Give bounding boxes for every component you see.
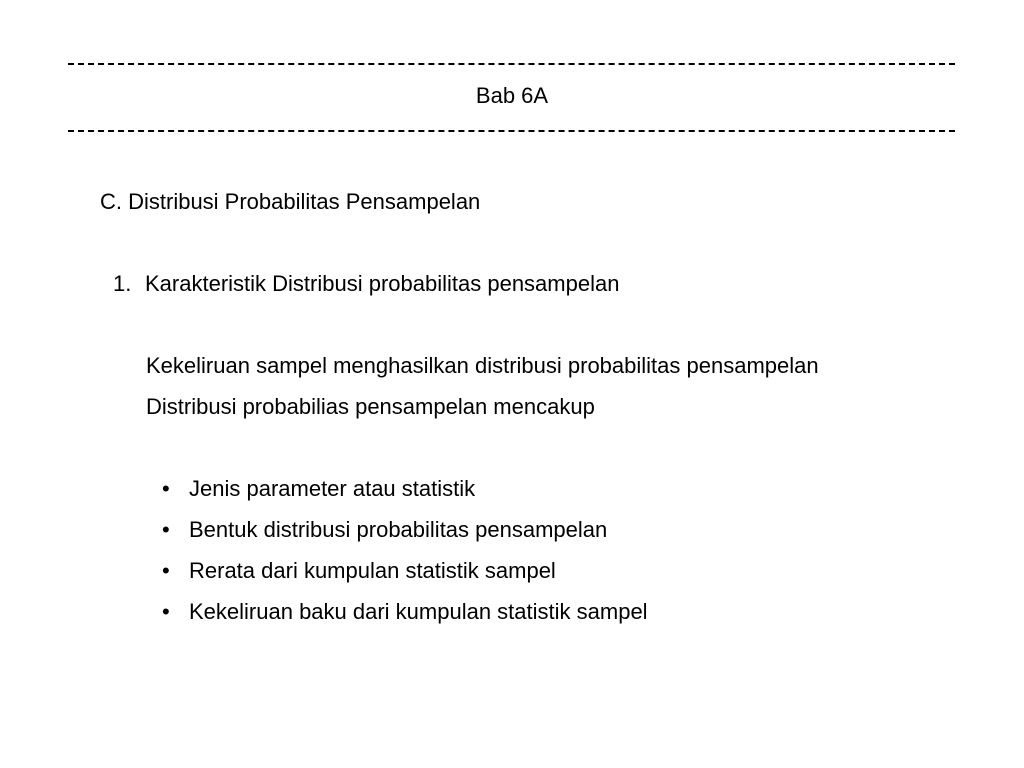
list-item-text: Bentuk distribusi probabilitas pensampelan — [189, 517, 608, 542]
item-number: 1. — [113, 271, 132, 296]
item-text: Karakteristik Distribusi probabilitas pensampelan — [145, 271, 620, 296]
bullet-icon: • — [162, 476, 170, 501]
list-item-text: Rerata dari kumpulan statistik sampel — [189, 558, 556, 583]
section-heading: C. Distribusi Probabilitas Pensampelan — [100, 189, 481, 214]
bullet-icon: • — [162, 599, 170, 624]
list-item-text: Jenis parameter atau statistik — [189, 476, 476, 501]
bullet-icon: • — [162, 517, 170, 542]
paragraph-line: Distribusi probabilias pensampelan mencakup — [146, 394, 595, 419]
paragraph-line: Kekeliruan sampel menghasilkan distribusi probabilitas pensampelan — [146, 353, 819, 378]
numbered-item — [113, 270, 619, 298]
bullet-icon: • — [162, 558, 170, 583]
bottom-dashed-rule — [68, 130, 955, 132]
list-item — [162, 557, 648, 598]
list-item — [162, 475, 648, 516]
slide-title: Bab 6A — [475, 83, 549, 108]
bullet-list — [162, 475, 648, 639]
list-item-text: Kekeliruan baku dari kumpulan statistik sampel — [189, 599, 648, 624]
list-item — [162, 516, 648, 557]
top-dashed-rule — [68, 63, 955, 65]
list-item — [162, 598, 648, 639]
